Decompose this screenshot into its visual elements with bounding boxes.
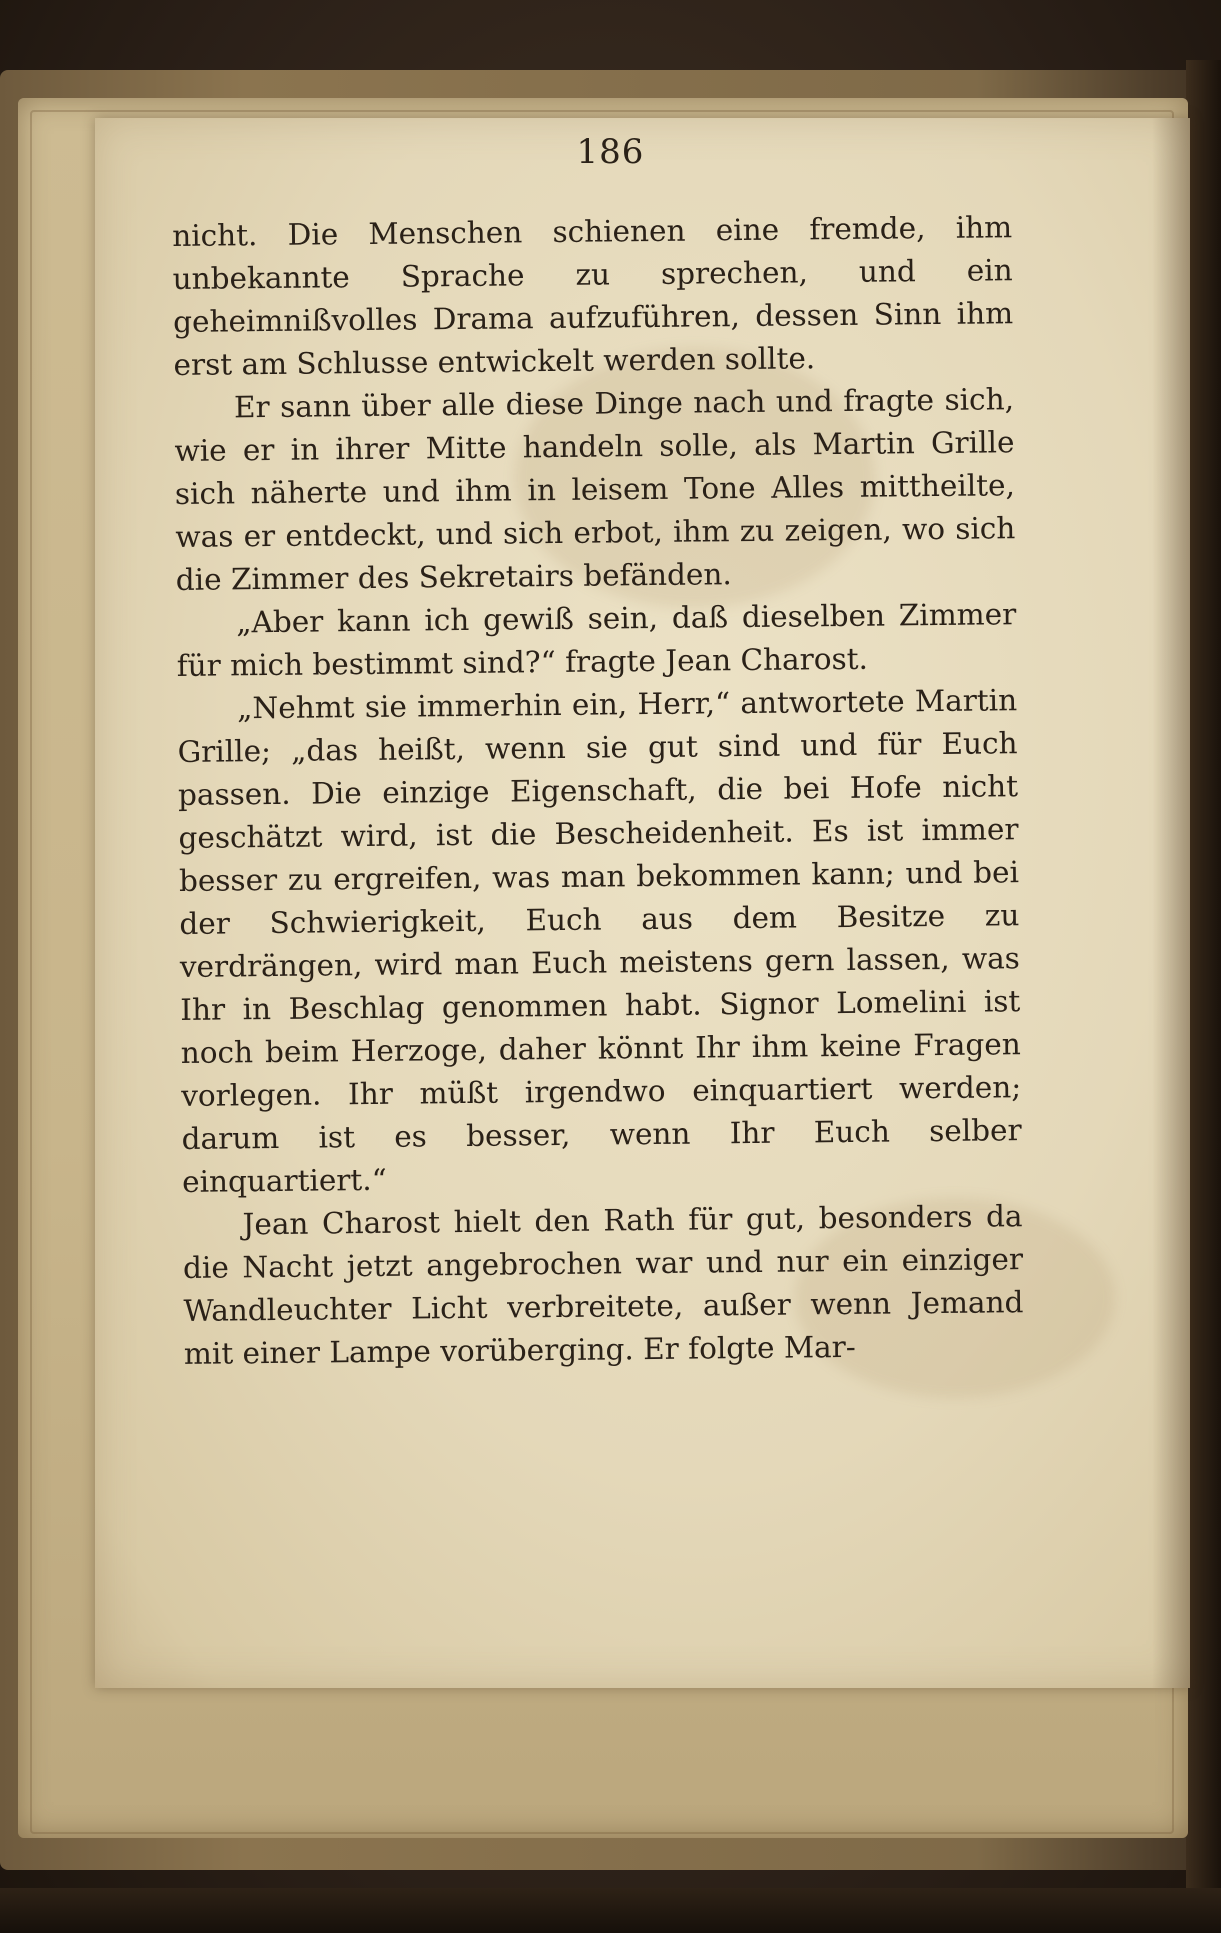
page-number: 186	[576, 132, 645, 172]
page-gutter	[1152, 118, 1190, 1688]
paragraph: „Aber kann ich gewiß sein, daß dieselben Zimmer für mich bestimmt sind?“ fragte Jean Charost.	[176, 597, 1017, 683]
paragraph: nicht. Die Menschen schienen eine fremde, ihm unbekannte Sprache zu sprechen, und ein geheimnißvolles Drama aufzuführen, dessen Sinn ihm erst am Schlusse entwickelt werden sollte.	[172, 210, 1014, 382]
paragraph: Jean Charost hielt den Rath für gut, besonders da die Nacht jetzt angebrochen war und nur ein einziger Wandleuchter Licht verbreitete, außer wenn Jemand mit einer Lampe vorüberging. Er folgte Mar-	[182, 1199, 1024, 1371]
table-surface	[0, 1888, 1221, 1933]
book-spine-shadow	[1186, 60, 1221, 1890]
paragraph: „Nehmt sie immerhin ein, Herr,“ antwortete Martin Grille; „das heißt, wenn sie gut sind und für Euch passen. Die einzige Eigenschaft, die bei Hofe nicht geschätzt wird, ist die Bescheidenheit. Es ist immer besser zu ergreifen, was man bekommen kann; und bei der Schwierigkeit, Euch aus dem Besitze zu verdrängen, wird man Euch meistens gern lassen, was Ihr in Beschlag genommen habt. Signor Lomelini ist noch beim Herzoge, daher könnt Ihr ihm keine Fragen vorlegen. Ihr müßt irgendwo einquartiert werden; darum ist es besser, wenn Ihr Euch selber einquartiert.“	[177, 683, 1022, 1199]
page-text	[172, 206, 1024, 1376]
paragraph: Er sann über alle diese Dinge nach und fragte sich, wie er in ihrer Mitte handeln solle, als Martin Grille sich näherte und ihm in leisem Tone Alles mittheilte, was er entdeckt, und sich erbot, ihm zu zeigen, wo sich die Zimmer des Sekretairs befänden.	[174, 382, 1016, 597]
